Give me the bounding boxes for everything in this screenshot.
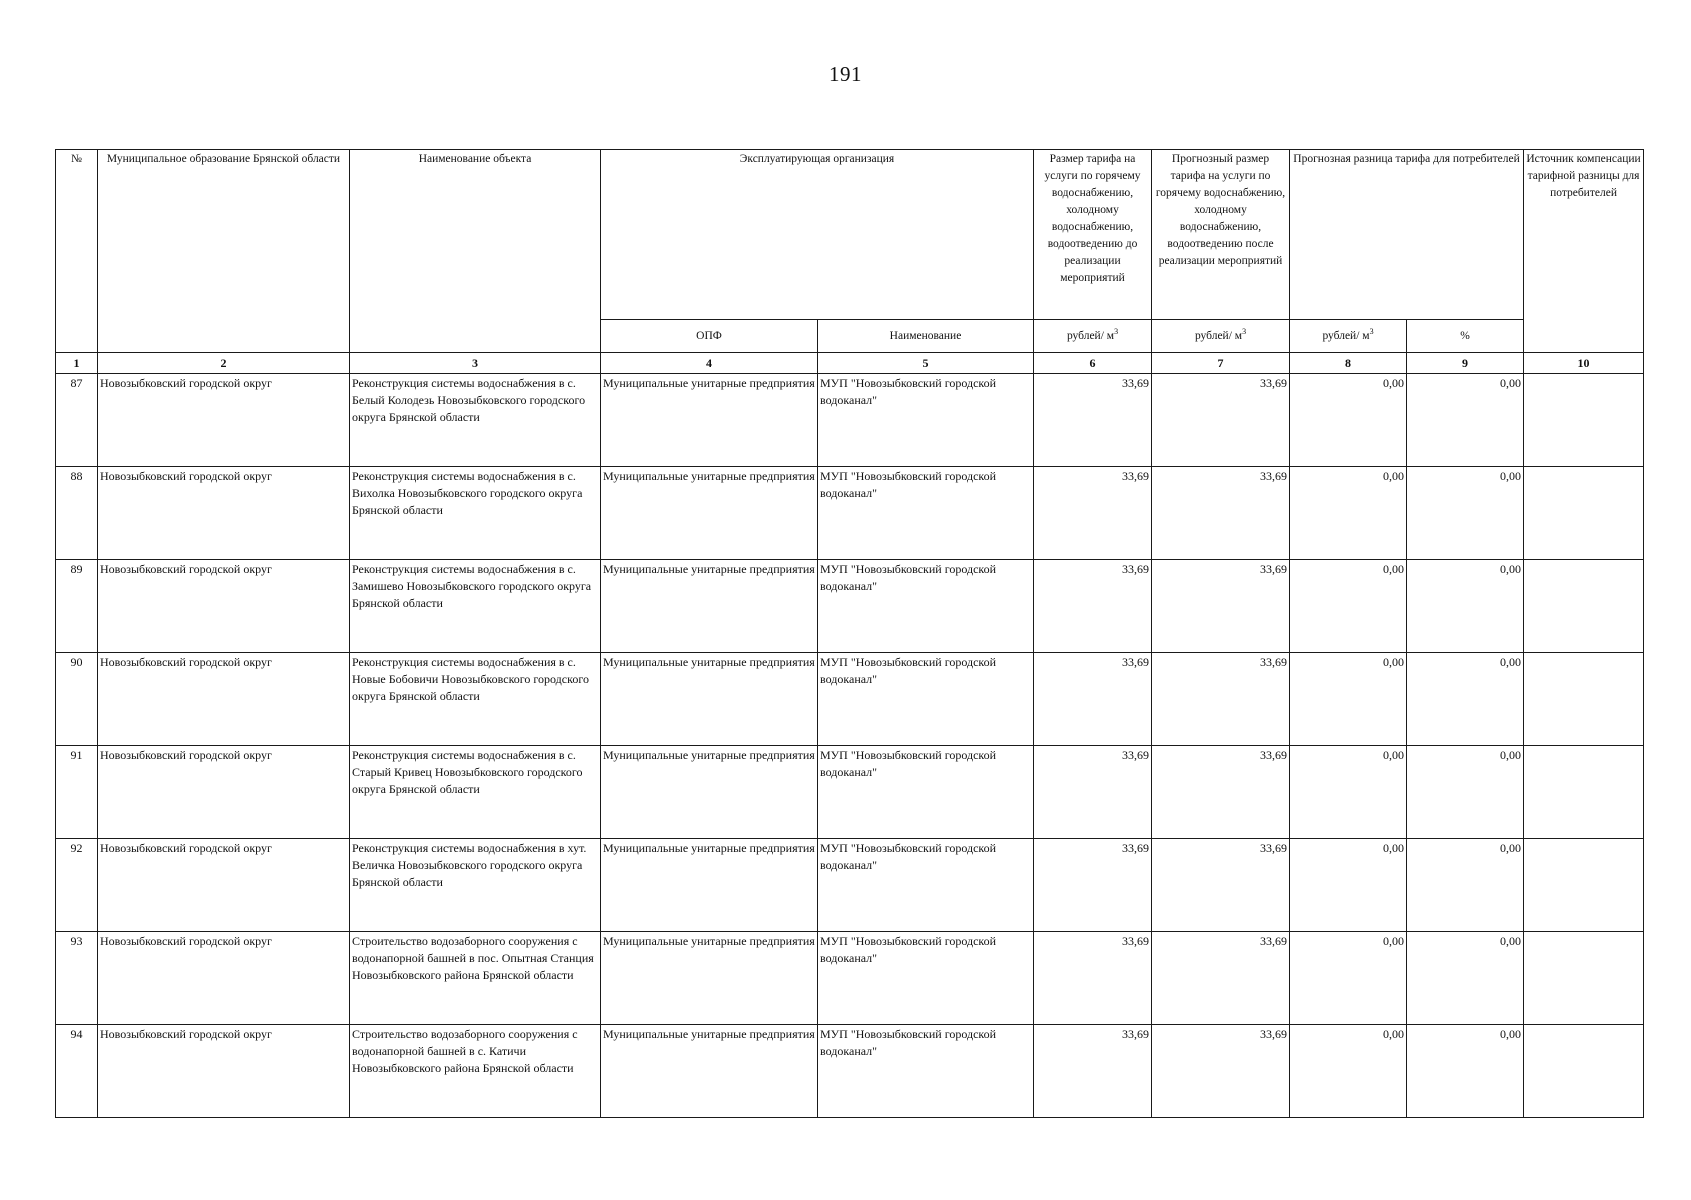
column-number: 2 — [98, 353, 350, 374]
page-number: 191 — [829, 62, 862, 86]
operator-name-cell: МУП "Новозыбковский городской водоканал" — [818, 560, 1034, 653]
diff-rub-cell: 0,00 — [1290, 746, 1407, 839]
source-cell — [1524, 374, 1644, 467]
header-operator: Эксплуатирующая организация — [601, 150, 1034, 320]
tariff-before-cell: 33,69 — [1034, 374, 1152, 467]
opf-cell: Муниципальные унитарные предприятия — [601, 746, 818, 839]
source-cell — [1524, 560, 1644, 653]
source-cell — [1524, 467, 1644, 560]
header-unit-before: рублей/ $м^3$ — [1034, 320, 1152, 353]
column-number: 6 — [1034, 353, 1152, 374]
tariff-before-cell: 33,69 — [1034, 839, 1152, 932]
municipality-cell: Новозыбковский городской округ — [98, 467, 350, 560]
diff-percent-cell: 0,00 — [1407, 560, 1524, 653]
tariff-after-cell: 33,69 — [1152, 839, 1290, 932]
operator-name-cell: МУП "Новозыбковский городской водоканал" — [818, 374, 1034, 467]
tariff-after-cell: 33,69 — [1152, 653, 1290, 746]
row-number: 91 — [56, 746, 98, 839]
tariff-before-cell: 33,69 — [1034, 560, 1152, 653]
header-no: № — [56, 150, 98, 353]
header-source: Источник компенсации тарифной разницы для потребителей — [1524, 150, 1644, 353]
diff-rub-cell: 0,00 — [1290, 839, 1407, 932]
header-unit-after: рублей/ $м^3$ — [1152, 320, 1290, 353]
opf-cell: Муниципальные унитарные предприятия — [601, 374, 818, 467]
tariff-after-cell: 33,69 — [1152, 932, 1290, 1025]
opf-cell: Муниципальные унитарные предприятия — [601, 932, 818, 1025]
diff-rub-cell: 0,00 — [1290, 653, 1407, 746]
operator-name-cell: МУП "Новозыбковский городской водоканал" — [818, 653, 1034, 746]
municipality-cell: Новозыбковский городской округ — [98, 1025, 350, 1118]
diff-rub-cell: 0,00 — [1290, 560, 1407, 653]
column-number-row — [56, 353, 1644, 374]
tariff-after-cell: 33,69 — [1152, 746, 1290, 839]
tariff-after-cell: 33,69 — [1152, 467, 1290, 560]
source-cell — [1524, 932, 1644, 1025]
municipality-cell: Новозыбковский городской округ — [98, 932, 350, 1025]
column-number: 5 — [818, 353, 1034, 374]
column-number: 4 — [601, 353, 818, 374]
source-cell — [1524, 653, 1644, 746]
table-row — [56, 467, 1644, 560]
tariff-before-cell: 33,69 — [1034, 467, 1152, 560]
opf-cell: Муниципальные унитарные предприятия — [601, 653, 818, 746]
tariff-table — [55, 149, 1644, 1118]
row-number: 92 — [56, 839, 98, 932]
object-name-cell: Реконструкция системы водоснабжения в с. Замишево Новозыбковского городского округа Брянской области — [350, 560, 601, 653]
row-number: 88 — [56, 467, 98, 560]
table-row — [56, 653, 1644, 746]
header-unit-diff: рублей/ $м^3$ — [1290, 320, 1407, 353]
diff-percent-cell: 0,00 — [1407, 467, 1524, 560]
header-percent: % — [1407, 320, 1524, 353]
diff-percent-cell: 0,00 — [1407, 746, 1524, 839]
diff-rub-cell: 0,00 — [1290, 374, 1407, 467]
column-number: 1 — [56, 353, 98, 374]
source-cell — [1524, 746, 1644, 839]
column-number: 8 — [1290, 353, 1407, 374]
tariff-after-cell: 33,69 — [1152, 1025, 1290, 1118]
table-row — [56, 932, 1644, 1025]
header-row — [56, 150, 1644, 320]
diff-rub-cell: 0,00 — [1290, 1025, 1407, 1118]
header-opf: ОПФ — [601, 320, 818, 353]
opf-cell: Муниципальные унитарные предприятия — [601, 1025, 818, 1118]
object-name-cell: Реконструкция системы водоснабжения в с. Новые Бобовичи Новозыбковского городского округа Брянской области — [350, 653, 601, 746]
row-number: 93 — [56, 932, 98, 1025]
object-name-cell: Реконструкция системы водоснабжения в с. Старый Кривец Новозыбковского городского округа Брянской области — [350, 746, 601, 839]
source-cell — [1524, 1025, 1644, 1118]
object-name-cell: Строительство водозаборного сооружения с водонапорной башней в с. Катичи Новозыбковского района Брянской области — [350, 1025, 601, 1118]
diff-rub-cell: 0,00 — [1290, 467, 1407, 560]
municipality-cell: Новозыбковский городской округ — [98, 746, 350, 839]
column-number: 3 — [350, 353, 601, 374]
row-number: 89 — [56, 560, 98, 653]
municipality-cell: Новозыбковский городской округ — [98, 839, 350, 932]
object-name-cell: Строительство водозаборного сооружения с водонапорной башней в пос. Опытная Станция Новозыбковского района Брянской области — [350, 932, 601, 1025]
tariff-after-cell: 33,69 — [1152, 560, 1290, 653]
municipality-cell: Новозыбковский городской округ — [98, 374, 350, 467]
diff-percent-cell: 0,00 — [1407, 374, 1524, 467]
tariff-after-cell: 33,69 — [1152, 374, 1290, 467]
operator-name-cell: МУП "Новозыбковский городской водоканал" — [818, 467, 1034, 560]
opf-cell: Муниципальные унитарные предприятия — [601, 839, 818, 932]
header-municipality: Муниципальное образование Брянской области — [98, 150, 350, 353]
column-number: 9 — [1407, 353, 1524, 374]
operator-name-cell: МУП "Новозыбковский городской водоканал" — [818, 932, 1034, 1025]
row-number: 94 — [56, 1025, 98, 1118]
column-number: 10 — [1524, 353, 1644, 374]
diff-percent-cell: 0,00 — [1407, 1025, 1524, 1118]
municipality-cell: Новозыбковский городской округ — [98, 560, 350, 653]
diff-percent-cell: 0,00 — [1407, 932, 1524, 1025]
object-name-cell: Реконструкция системы водоснабжения в с. Белый Колодезь Новозыбковского городского округа Брянской области — [350, 374, 601, 467]
object-name-cell: Реконструкция системы водоснабжения в хут. Величка Новозыбковского городского округа Брянской области — [350, 839, 601, 932]
header-diff: Прогнозная разница тарифа для потребителей — [1290, 150, 1524, 320]
table-row — [56, 374, 1644, 467]
table-body — [56, 374, 1644, 1118]
operator-name-cell: МУП "Новозыбковский городской водоканал" — [818, 839, 1034, 932]
tariff-before-cell: 33,69 — [1034, 1025, 1152, 1118]
municipality-cell: Новозыбковский городской округ — [98, 653, 350, 746]
row-number: 90 — [56, 653, 98, 746]
header-name: Наименование — [818, 320, 1034, 353]
tariff-before-cell: 33,69 — [1034, 653, 1152, 746]
object-name-cell: Реконструкция системы водоснабжения в с. Вихолка Новозыбковского городского округа Брянской области — [350, 467, 601, 560]
operator-name-cell: МУП "Новозыбковский городской водоканал" — [818, 746, 1034, 839]
table-row — [56, 839, 1644, 932]
source-cell — [1524, 839, 1644, 932]
tariff-before-cell: 33,69 — [1034, 932, 1152, 1025]
operator-name-cell: МУП "Новозыбковский городской водоканал" — [818, 1025, 1034, 1118]
table-row — [56, 560, 1644, 653]
opf-cell: Муниципальные унитарные предприятия — [601, 467, 818, 560]
opf-cell: Муниципальные унитарные предприятия — [601, 560, 818, 653]
row-number: 87 — [56, 374, 98, 467]
diff-percent-cell: 0,00 — [1407, 653, 1524, 746]
header-tariff-after: Прогнозный размер тарифа на услуги по горячему водоснабжению, холодному водоснабжению, водоотведению после реализации мероприятий — [1152, 150, 1290, 320]
table-row — [56, 746, 1644, 839]
header-object: Наименование объекта — [350, 150, 601, 353]
tariff-before-cell: 33,69 — [1034, 746, 1152, 839]
column-number: 7 — [1152, 353, 1290, 374]
table-row — [56, 1025, 1644, 1118]
diff-percent-cell: 0,00 — [1407, 839, 1524, 932]
header-tariff-before: Размер тарифа на услуги по горячему водоснабжению, холодному водоснабжению, водоотведению до реализации мероприятий — [1034, 150, 1152, 320]
diff-rub-cell: 0,00 — [1290, 932, 1407, 1025]
